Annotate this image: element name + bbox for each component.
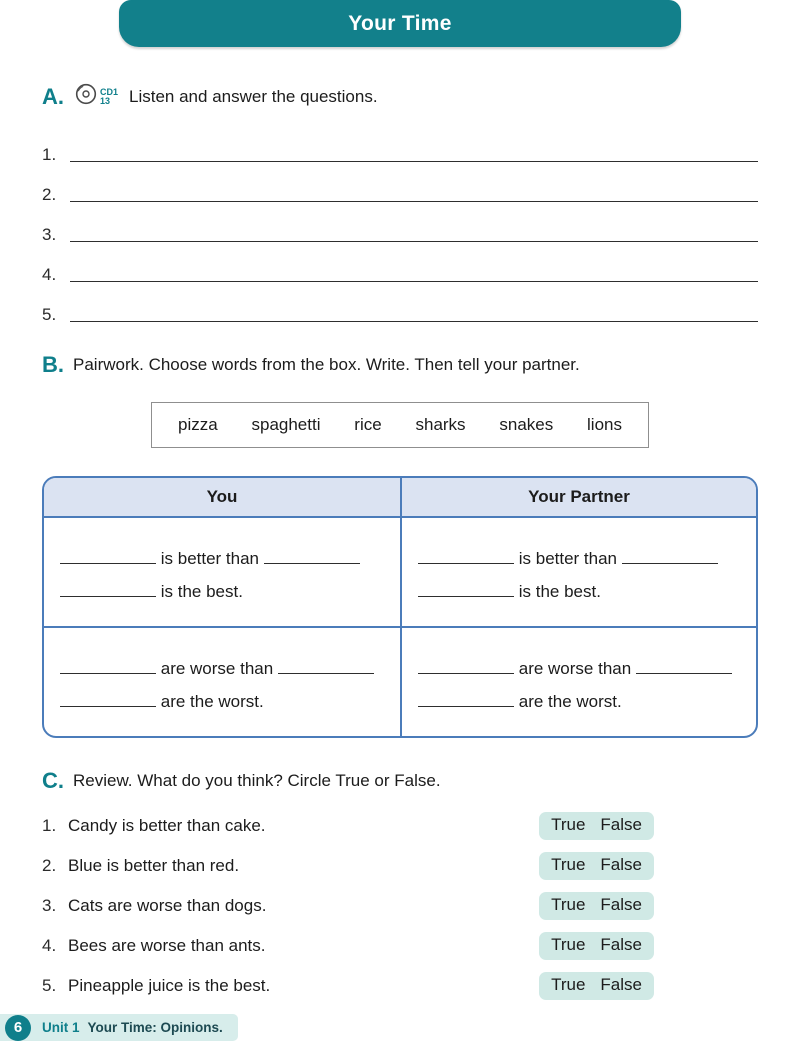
page-content [0,83,800,1006]
cell-text: are worse than [160,659,274,678]
section-a [42,83,758,326]
item-statement: Blue is better than red. [68,856,240,875]
item-number: 2. [42,856,57,875]
cell-text: is the best. [160,582,243,601]
true-option[interactable]: True [551,935,586,954]
cd-icon[interactable] [75,83,97,110]
false-option[interactable]: False [600,855,642,874]
section-a-header [42,83,758,110]
item-number: 1. [42,816,57,835]
cell-text: are the worst. [160,692,264,711]
cell-line [60,652,390,685]
section-a-letter: A. [42,83,64,109]
answer-blank[interactable] [622,549,718,564]
cd-label-bottom: 13 [100,95,111,106]
answer-blank[interactable] [636,659,732,674]
review-items [42,806,758,1006]
true-option[interactable]: True [551,895,586,914]
table-header-you: You [44,478,400,518]
cell-text: is better than [518,549,618,568]
section-c-letter: C. [42,768,64,793]
cell-line [418,575,746,608]
cell-text: is the best. [518,582,601,601]
answer-blank[interactable] [278,659,374,674]
cell-line [60,685,390,718]
answer-blank[interactable] [418,549,514,564]
review-item [42,846,758,886]
item-statement: Bees are worse than ants. [68,936,266,955]
section-c-header [42,768,758,794]
answer-blank[interactable] [60,549,156,564]
cell-line [418,685,746,718]
true-option[interactable]: True [551,975,586,994]
answer-blank[interactable] [418,582,514,597]
answer-lines [42,126,758,326]
footer-strip [0,1014,238,1041]
section-b-instruction: Pairwork. Choose words from the box. Write. Then tell your partner. [73,355,580,374]
answer-line-row [42,246,758,286]
section-c [42,768,758,1006]
item-statement: Candy is better than cake. [68,816,266,835]
item-number: 3. [42,896,57,915]
cell-text: are the worst. [518,692,622,711]
answer-writing-line[interactable] [70,321,758,322]
table-cell-partner-worse [400,626,756,736]
answer-blank[interactable] [264,549,360,564]
true-false-pill [539,972,654,1000]
section-b [42,352,758,738]
cell-line [60,542,390,575]
answer-blank[interactable] [60,659,156,674]
answer-line-row [42,126,758,166]
review-item [42,926,758,966]
table-cell-partner-better [400,518,756,626]
line-number: 4. [42,265,57,284]
answer-blank[interactable] [60,692,156,707]
section-b-letter: B. [42,352,64,377]
word-option: spaghetti [251,415,321,434]
true-option[interactable]: True [551,815,586,834]
false-option[interactable]: False [600,895,642,914]
audio-track-indicator [75,83,118,110]
answer-blank[interactable] [60,582,156,597]
answer-line-row [42,286,758,326]
word-option: snakes [499,415,554,434]
item-number: 5. [42,976,57,995]
item-number: 4. [42,936,57,955]
true-false-pill [539,812,654,840]
section-a-instruction: Listen and answer the questions. [129,86,378,106]
word-option: sharks [415,415,466,434]
answer-line-row [42,206,758,246]
answer-writing-line[interactable] [70,201,758,202]
true-false-pill [539,892,654,920]
word-option: lions [587,415,622,434]
true-option[interactable]: True [551,855,586,874]
false-option[interactable]: False [600,935,642,954]
review-item [42,806,758,846]
page-number-badge: 6 [5,1015,31,1041]
answer-line-row [42,166,758,206]
footer-subtitle: Your Time: Opinions. [87,1020,223,1035]
true-false-pill [539,852,654,880]
cd-track-label [100,88,118,106]
section-b-header [42,352,758,378]
line-number: 1. [42,145,57,164]
word-option: rice [354,415,382,434]
cell-line [60,575,390,608]
review-item [42,886,758,926]
false-option[interactable]: False [600,815,642,834]
page-title: Your Time [348,11,452,35]
table-cell-you-worse [44,626,400,736]
answer-writing-line[interactable] [70,281,758,282]
line-number: 2. [42,185,57,204]
cell-text: is better than [160,549,260,568]
table-cell-you-better [44,518,400,626]
section-c-instruction: Review. What do you think? Circle True or False. [73,771,441,790]
review-item [42,966,758,1006]
footer-unit-label: Unit 1 [42,1020,80,1035]
answer-writing-line[interactable] [70,161,758,162]
item-statement: Cats are worse than dogs. [68,896,267,915]
cell-line [418,652,746,685]
line-number: 3. [42,225,57,244]
answer-blank[interactable] [418,692,514,707]
cd-label-top: CD1 [100,86,119,97]
false-option[interactable]: False [600,975,642,994]
word-box [151,402,649,448]
cell-line [418,542,746,575]
word-option: pizza [178,415,218,434]
page-title-banner [119,0,681,47]
line-number: 5. [42,305,57,324]
cell-text: are worse than [518,659,632,678]
pairwork-table [42,476,758,738]
item-statement: Pineapple juice is the best. [68,976,271,995]
true-false-pill [539,932,654,960]
table-header-partner: Your Partner [400,478,756,518]
answer-writing-line[interactable] [70,241,758,242]
answer-blank[interactable] [418,659,514,674]
